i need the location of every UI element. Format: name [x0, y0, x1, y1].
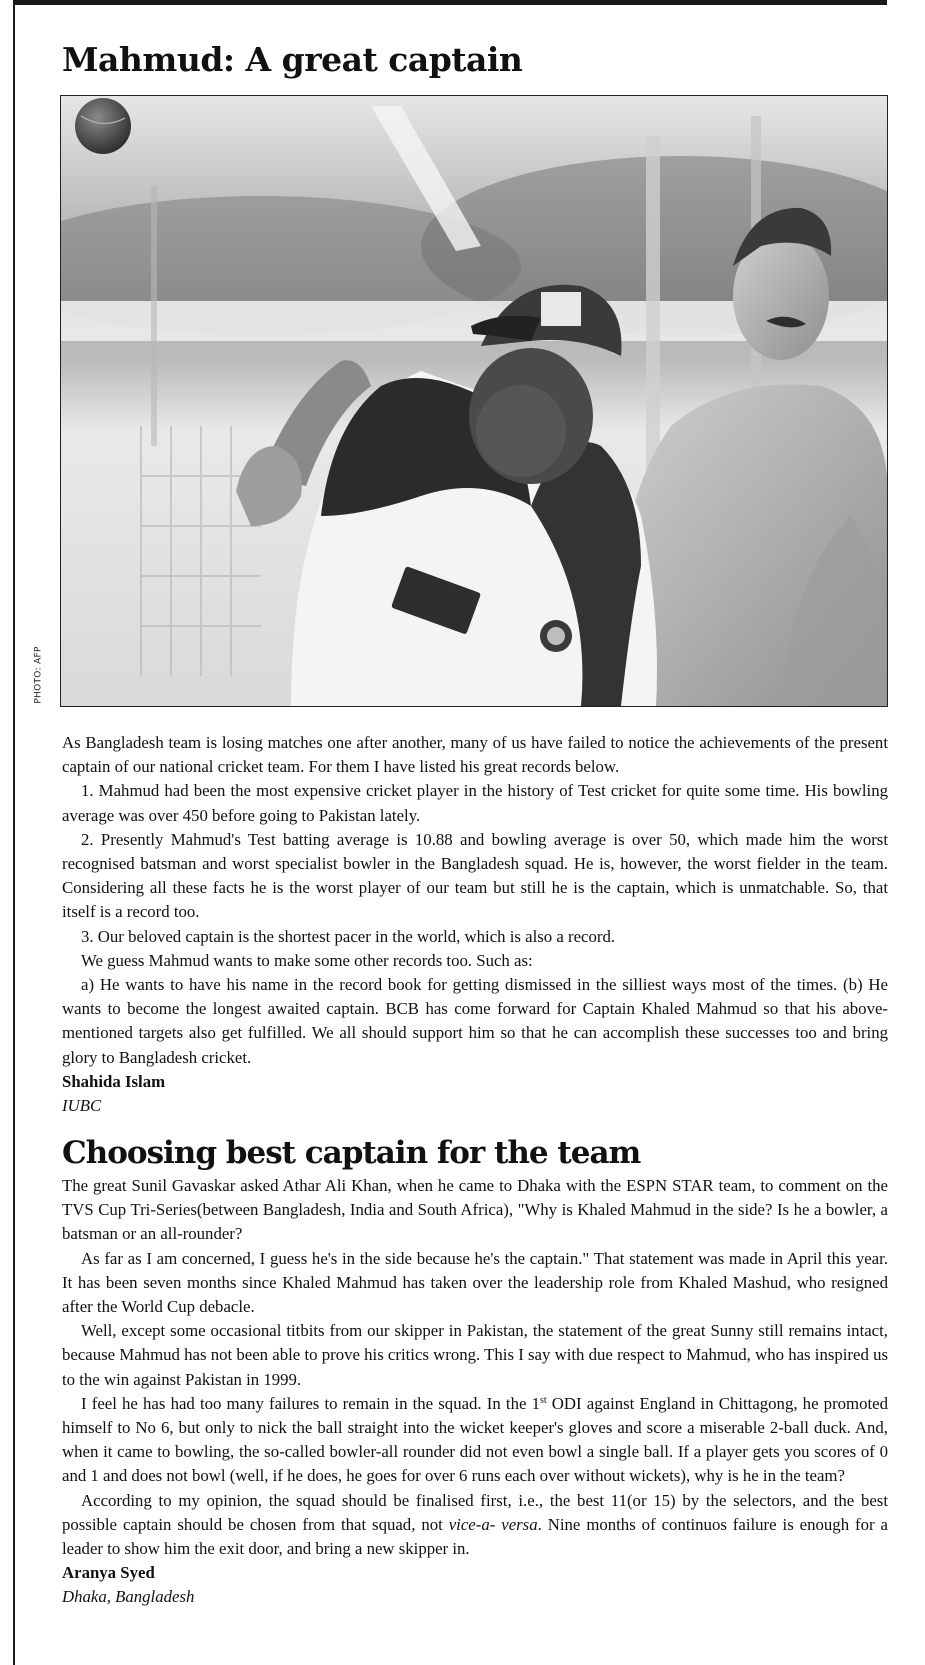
article2-body — [62, 1174, 888, 1610]
cricket-photo — [60, 95, 888, 707]
top-rule — [14, 0, 887, 5]
article1-body — [62, 731, 888, 1118]
article2-author: Aranya Syed — [62, 1563, 155, 1583]
article2-paragraph: The great Sunil Gavaskar asked Athar Ali Khan, when he came to Dhaka with the ESPN STAR team, to comment on the TVS Cup Tri-Series(between Bangladesh, India and South Africa), "Why is Khaled Mahmud in the side? Is he a bowler, a batsman or an all-rounder? — [62, 1176, 888, 1244]
article2-paragraph — [62, 1392, 888, 1489]
article1-paragraph: As Bangladesh team is losing matches one after another, many of us have failed to notice the achievements of the present captain of our national cricket team. For them I have listed his great records below. — [62, 733, 888, 777]
article1-author: Shahida Islam — [62, 1071, 166, 1091]
article2-p5-start: According to my opinion, the squad should be finalised first, i.e., the best 11(or 15) by the selectors, and the best possible captain should be chosen from that squad, not — [62, 1490, 888, 1534]
article2-p5-end: . Nine months of continuos failure is enough for a leader to show him the exit door, and bring a new skipper in. — [62, 1514, 888, 1559]
article2-paragraph — [62, 1489, 888, 1562]
article2-location: Dhaka, Bangladesh — [62, 1587, 195, 1607]
article1-affiliation: IUBC — [62, 1096, 102, 1116]
article1-paragraph: 3. Our beloved captain is the shortest pacer in the world, which is also a record. — [81, 926, 616, 946]
article1-paragraph: a) He wants to have his name in the record book for getting dismissed in the silliest ways most of the times. (b) He wants to become the longest awaited captain. BCB has come forward for Captain Khaled Mahmud so that his above-mentioned targets also get fulfilled. We all should support him so that he can accomplish these successes too and bring glory to Bangladesh cricket. — [62, 975, 888, 1067]
photo-credit: PHOTO: AFP — [33, 646, 44, 704]
article1-paragraph: 1. Mahmud had been the most expensive cricket player in the history of Test cricket for quite some time. His bowling average was over 450 before going to Pakistan lately. — [62, 781, 888, 825]
ordinal-suffix: st — [539, 1394, 547, 1406]
article2-p4-end: ODI against England in Chittagong, he promoted himself to No 6, but only to nick the ball straight into the wicket keeper's gloves and score a miserable 2-ball duck. And, when it came to bowling, the so-called bowler-all rounder did not even bowl a single ball. If a player gets you scores of 0 and 1 and does not bowl (well, if he does, he goes for over 6 runs each over without wickets), why is he in the team? — [62, 1393, 888, 1486]
article2-headline: Choosing best captain for the team — [62, 1135, 641, 1171]
article2-paragraph: As far as I am concerned, I guess he's in the side because he's the captain." That statement was made in April this year. It has been seven months since Khaled Mahmud has taken over the leadership role from Khaled Mashud, who resigned after the World Cup debacle. — [62, 1248, 888, 1317]
left-rule — [13, 0, 15, 1665]
article2-p4-start: I feel he has had too many failures to remain in the squad. In the 1 — [81, 1393, 540, 1413]
article1-paragraph: We guess Mahmud wants to make some other records too. Such as: — [81, 950, 533, 970]
article2-paragraph: Well, except some occasional titbits from our skipper in Pakistan, the statement of the great Sunny still remains intact, because Mahmud has not been able to prove his critics wrong. This I say with due respect to Mahmud, who has inspired us to the win against Pakistan in 1999. — [62, 1321, 888, 1389]
article1-paragraph: 2. Presently Mahmud's Test batting average is 10.88 and bowling average is over 50, which made him the worst recognised batsman and worst specialist bowler in the Bangladesh squad. He is, however, the worst fielder in the team. Considering all these facts he is the worst player of our team but still he is the captain, which is unmatchable. So, that itself is a record too. — [62, 829, 888, 922]
latin-phrase: vice-a- versa — [448, 1514, 538, 1534]
article1-headline: Mahmud: A great captain — [62, 40, 523, 79]
